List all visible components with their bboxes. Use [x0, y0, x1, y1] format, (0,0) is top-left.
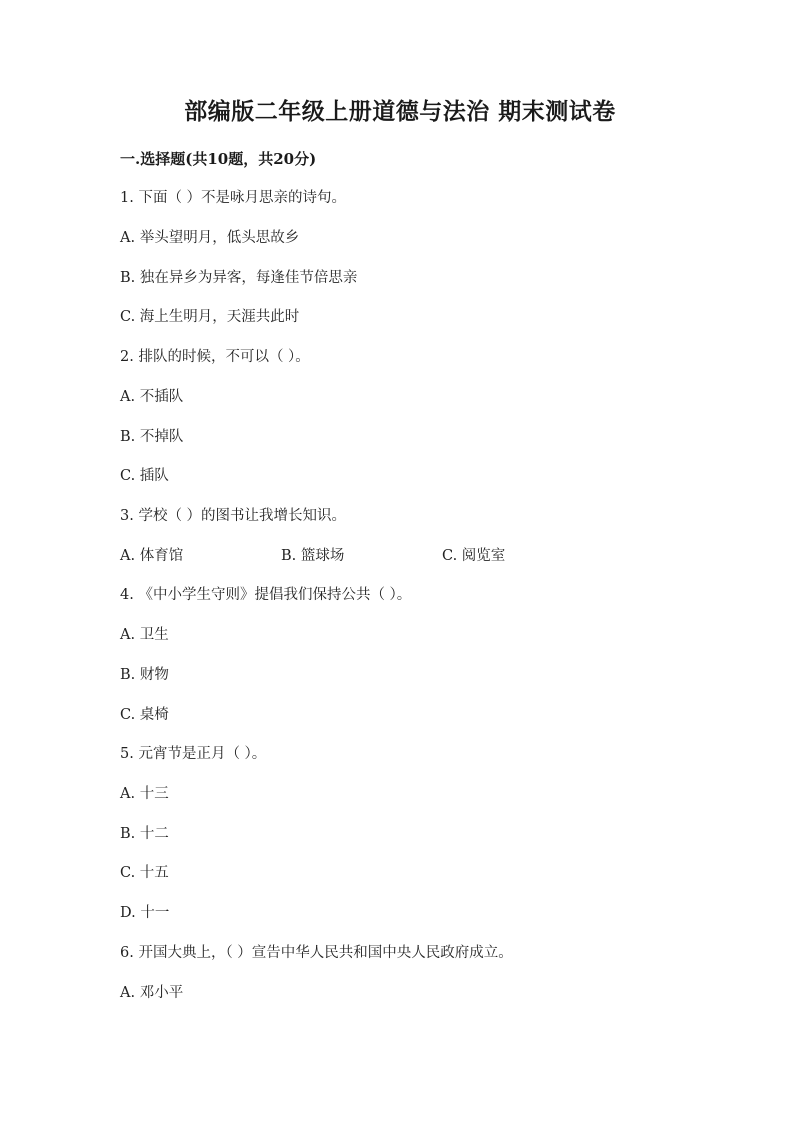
question-3-options-row [120, 546, 720, 566]
question-5-option-d: D. 十一 [120, 905, 170, 921]
question-4-stem: 4. 《中小学生守则》提倡我们保持公共（ ）。 [120, 587, 412, 603]
question-4-option-c: C. 桌椅 [120, 707, 169, 723]
question-1-option-c: C. 海上生明月，天涯共此时 [120, 309, 300, 325]
question-3-option-b: B. 篮球场 [281, 548, 345, 564]
question-2-option-b: B. 不掉队 [120, 429, 184, 445]
question-3-option-a: A. 体育馆 [120, 548, 184, 564]
question-5-option-a: A. 十三 [120, 786, 169, 802]
question-2-option-a: A. 不插队 [120, 389, 184, 405]
question-3-option-c: C. 阅览室 [442, 548, 506, 564]
question-6-stem: 6. 开国大典上，（ ）宣告中华人民共和国中央人民政府成立。 [120, 945, 513, 961]
question-1-option-b: B. 独在异乡为异客，每逢佳节倍思亲 [120, 270, 358, 286]
question-1-option-a: A. 举头望明月，低头思故乡 [120, 230, 300, 246]
section-header: 一.选择题(共10题，共20分) [120, 150, 317, 168]
question-5-option-c: C. 十五 [120, 865, 169, 881]
question-4-option-a: A. 卫生 [120, 627, 169, 643]
question-4-option-b: B. 财物 [120, 667, 169, 683]
question-2-stem: 2. 排队的时候，不可以（ ）。 [120, 349, 310, 365]
question-2-option-c: C. 插队 [120, 468, 169, 484]
question-3-stem: 3. 学校（ ）的图书让我增长知识。 [120, 508, 347, 524]
question-6-option-a: A. 邓小平 [120, 985, 184, 1001]
question-5-option-b: B. 十二 [120, 826, 169, 842]
question-5-stem: 5. 元宵节是正月（ ）。 [120, 746, 267, 762]
question-1-stem: 1. 下面（ ）不是咏月思亲的诗句。 [120, 190, 347, 206]
page-title: 部编版二年级上册道德与法治 期末测试卷 [184, 98, 616, 125]
